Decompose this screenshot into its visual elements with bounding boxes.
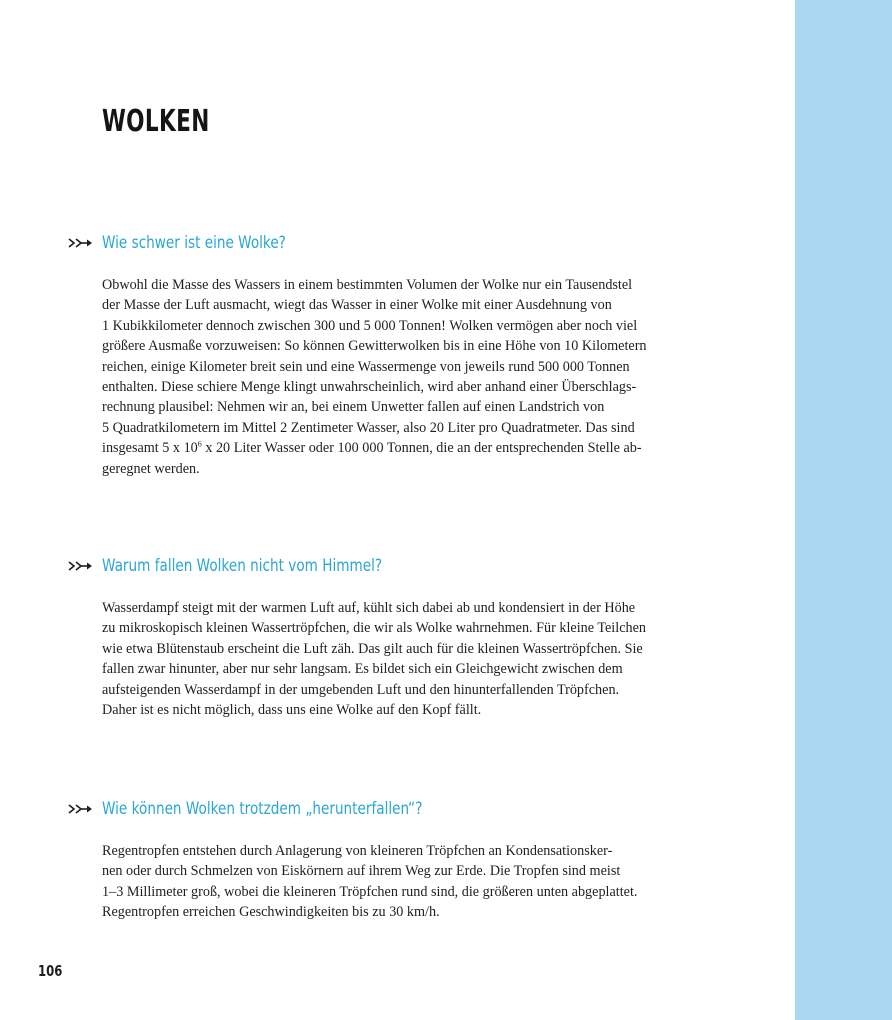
text-line: rechnung plausibel: Nehmen wir an, bei einem Unwetter fallen auf einen Landstrich von bbox=[102, 399, 605, 416]
question-text: Wie schwer ist eine Wolke? bbox=[102, 233, 286, 253]
section-heading-2 bbox=[68, 556, 452, 576]
text-fragment: insgesamt 5 x 10 bbox=[102, 440, 198, 457]
text-line: wie etwa Blütenstaub erscheint die Luft zäh. Das gilt auch für die kleinen Wassertröpfchen. Sie bbox=[102, 640, 643, 657]
double-arrow-icon bbox=[68, 561, 102, 571]
side-color-band bbox=[795, 0, 892, 1020]
text-line: aufsteigenden Wasserdampf in der umgebenden Luft und den hinunterfallenden Tröpfchen. bbox=[102, 681, 620, 698]
section-heading-1 bbox=[68, 233, 332, 253]
question-text: Warum fallen Wolken nicht vom Himmel? bbox=[102, 556, 383, 576]
section-heading-3 bbox=[68, 799, 503, 819]
text-line: fallen zwar hinunter, aber nur sehr langsam. Es bildet sich ein Gleichgewicht zwischen dem bbox=[102, 661, 623, 678]
text-line: Regentropfen erreichen Geschwindigkeiten bis zu 30 km/h. bbox=[102, 904, 440, 921]
paragraph-2 bbox=[102, 598, 700, 720]
text-line: größere Ausmaße vorzuweisen: So können Gewitterwolken bis in eine Höhe von 10 Kilometern bbox=[102, 338, 647, 355]
chapter-title: WOLKEN bbox=[102, 104, 210, 139]
double-arrow-icon bbox=[68, 804, 102, 814]
text-fragment: x 20 Liter Wasser oder 100 000 Tonnen, die an der entsprechenden Stelle bbox=[201, 440, 624, 457]
text-line: Daher ist es nicht möglich, dass uns eine Wolke auf den Kopf fällt. bbox=[102, 702, 482, 719]
double-arrow-icon bbox=[68, 238, 102, 248]
page-number: 106 bbox=[38, 962, 63, 980]
text-line: Obwohl die Masse des Wassers in einem bestimmten Volumen der Wolke nur ein Tausendstel bbox=[102, 277, 633, 293]
text-line: zu mikroskopisch kleinen Wassertröpfchen, die wir als Wolke wahrnehmen. Für kleine Teilchen bbox=[102, 620, 646, 637]
text-line: Regentropfen entstehen durch Anlagerung von kleineren Tröpfchen an Kondensationsker- bbox=[102, 843, 613, 859]
paragraph-3 bbox=[102, 841, 700, 923]
text-line: 1–3 Millimeter groß, wobei die kleineren Tröpfchen rund sind, die größeren unten abgeplattet. bbox=[102, 883, 638, 900]
question-text: Wie können Wolken trotzdem „herunterfallen“? bbox=[102, 799, 423, 819]
text-line: reichen, einige Kilometer breit sein und eine Wassermenge von jeweils rund 500 000 Tonnen bbox=[102, 358, 630, 375]
text-line: geregnet werden. bbox=[102, 460, 200, 477]
exponent: 6 bbox=[197, 439, 202, 449]
text-line: der Masse der Luft ausmacht, wiegt das Wasser in einer Wolke mit einer Ausdehnung von bbox=[102, 297, 612, 314]
text-line: enthalten. Diese schiere Menge klingt unwahrscheinlich, wird aber anhand einer Überschlags- bbox=[102, 379, 637, 396]
text-line: Wasserdampf steigt mit der warmen Luft auf, kühlt sich dabei ab und kondensiert in der Höhe bbox=[102, 600, 636, 616]
paragraph-1 bbox=[102, 275, 700, 479]
text-line: 5 Quadratkilometern im Mittel 2 Zentimeter Wasser, also 20 Liter pro Quadratmeter. Das sind bbox=[102, 419, 635, 436]
text-fragment: ab- bbox=[623, 440, 642, 457]
text-line: nen oder durch Schmelzen von Eiskörnern auf ihrem Weg zur Erde. Die Tropfen sind meist bbox=[102, 863, 621, 880]
text-line bbox=[102, 438, 700, 458]
text-line: 1 Kubikkilometer dennoch zwischen 300 und 5 000 Tonnen! Wolken vermögen aber noch viel bbox=[102, 317, 638, 334]
